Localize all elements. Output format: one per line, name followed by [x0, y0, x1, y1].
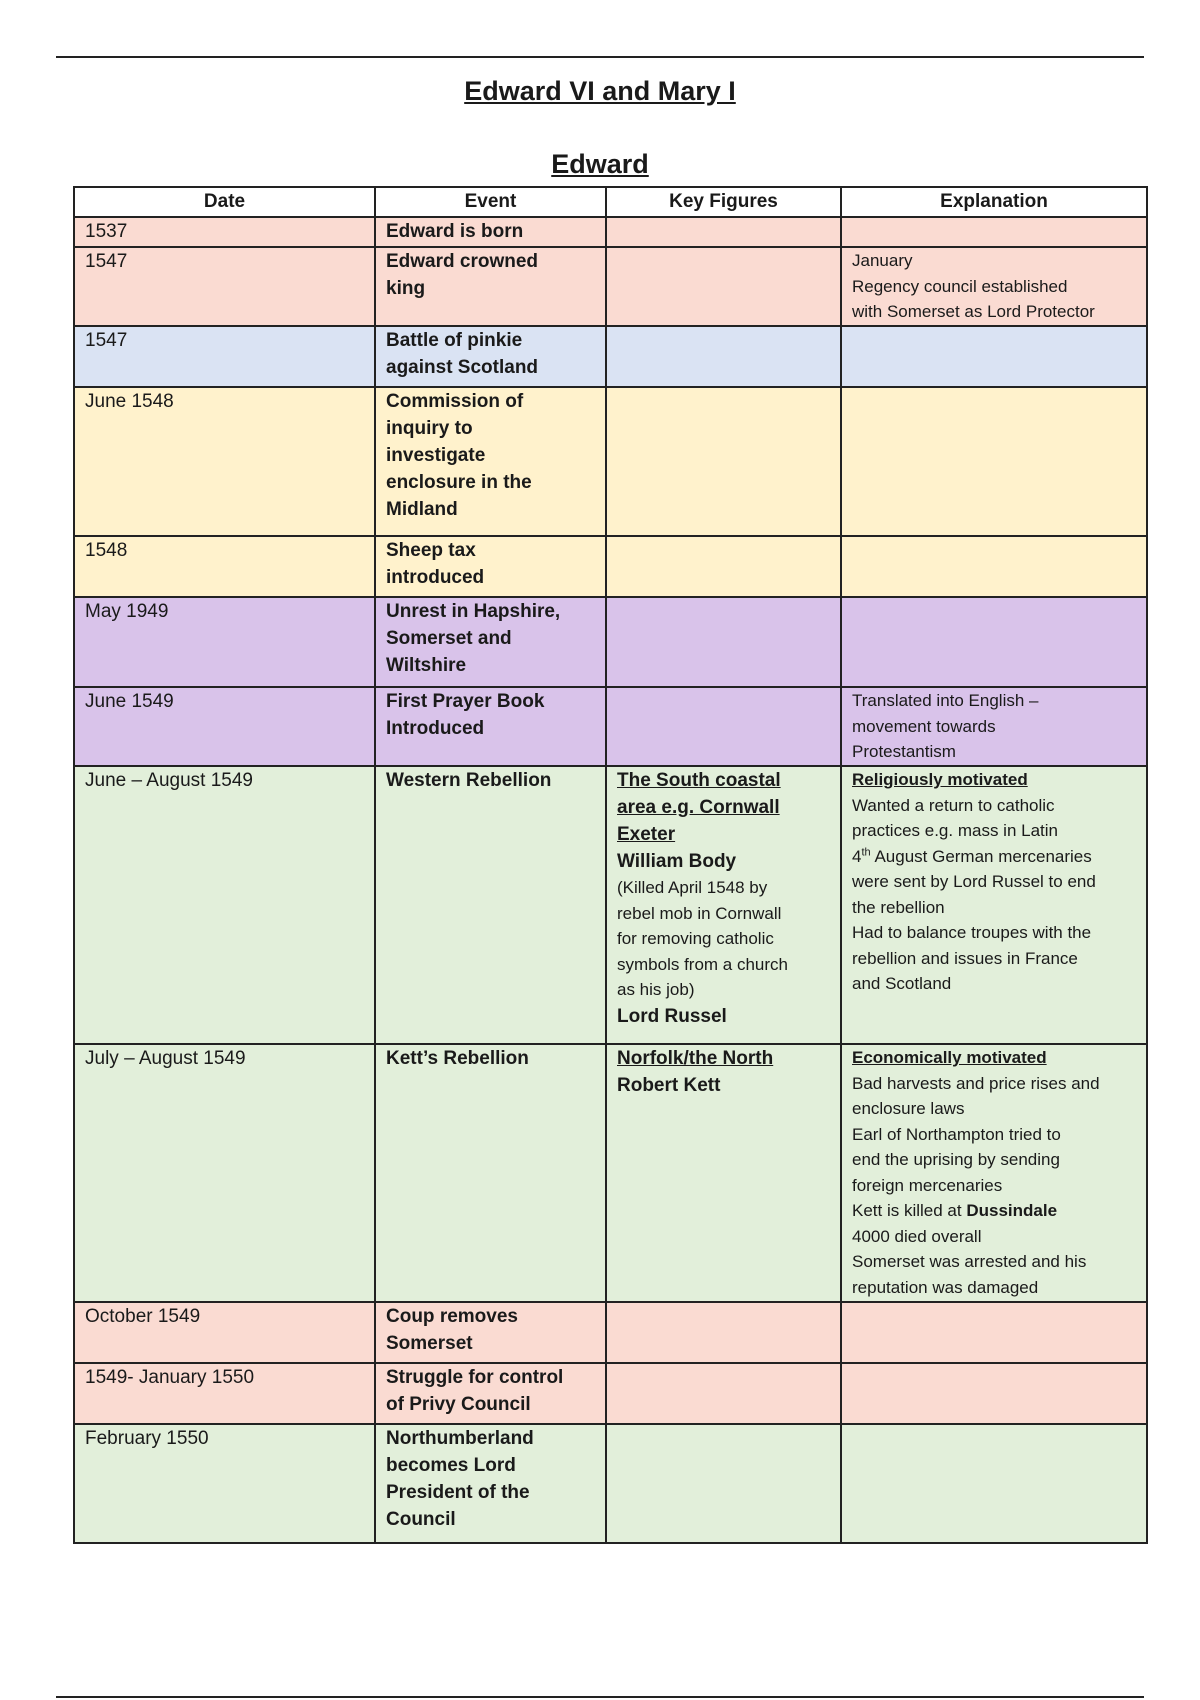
event-line: Edward is born: [386, 221, 524, 242]
event-line: Northumberland: [386, 1428, 534, 1449]
explanation-text: Kett is killed at: [852, 1201, 967, 1220]
key-figures-cell: [606, 217, 841, 247]
explanation-place: Dussindale: [966, 1201, 1058, 1220]
event-line: Struggle for control: [386, 1367, 564, 1388]
explanation-line: reputation was damaged: [852, 1277, 1039, 1297]
event-cell: [375, 1424, 606, 1543]
key-figure-name: William Body: [617, 851, 737, 872]
date-cell: June 1549: [74, 687, 375, 766]
explanation-line: [852, 844, 1136, 870]
explanation-line: with Somerset as Lord Protector: [852, 302, 1095, 321]
key-figures-cell: [606, 1302, 841, 1363]
key-figures-cell: [606, 247, 841, 326]
explanation-line: were sent by Lord Russel to end: [852, 872, 1096, 891]
table-row: [74, 247, 1147, 326]
event-line: Battle of pinkie: [386, 330, 523, 351]
key-figure-note: rebel mob in Cornwall: [617, 903, 782, 923]
key-figure-place: The South coastal: [617, 770, 781, 791]
key-figure-note: symbols from a church: [617, 954, 788, 974]
event-cell: [375, 326, 606, 387]
key-figures-cell: [606, 687, 841, 766]
event-cell: [375, 687, 606, 766]
explanation-text: August German mercenaries: [870, 846, 1092, 866]
header-event: Event: [375, 187, 606, 217]
date-cell: 1537: [74, 217, 375, 247]
table-row: [74, 217, 1147, 247]
key-figures-cell: [606, 387, 841, 536]
explanation-cell: [841, 1044, 1147, 1302]
event-line: introduced: [386, 567, 485, 588]
section-heading: Edward: [551, 149, 649, 179]
event-line: of Privy Council: [386, 1394, 531, 1415]
header-row: [74, 187, 1147, 217]
explanation-cell: [841, 1424, 1147, 1543]
key-figure-name: Lord Russel: [617, 1005, 727, 1027]
explanation-line: [852, 1198, 1136, 1224]
event-cell: [375, 1302, 606, 1363]
explanation-line: rebellion and issues in France: [852, 948, 1078, 968]
table-row: [74, 1302, 1147, 1363]
date-cell: 1548: [74, 536, 375, 597]
event-line: Sheep tax: [386, 540, 476, 561]
explanation-line: 4000 died overall: [852, 1226, 982, 1246]
key-figure-name: Robert Kett: [617, 1075, 721, 1096]
explanation-line: January: [852, 251, 913, 270]
event-line: Somerset and: [386, 628, 512, 649]
event-line: against Scotland: [386, 357, 539, 378]
date-cell: July – August 1549: [74, 1044, 375, 1302]
explanation-cell: [841, 247, 1147, 326]
key-figure-place: Exeter: [617, 824, 676, 845]
explanation-line: practices e.g. mass in Latin: [852, 821, 1058, 840]
key-figures-cell: [606, 1424, 841, 1543]
event-line: Midland: [386, 499, 458, 520]
event-line: Edward crowned: [386, 251, 539, 272]
event-line: Wiltshire: [386, 655, 467, 676]
date-cell: 1547: [74, 326, 375, 387]
explanation-cell: [841, 1302, 1147, 1363]
explanation-line: end the uprising by sending: [852, 1150, 1060, 1169]
event-cell: [375, 536, 606, 597]
explanation-line: Earl of Northampton tried to: [852, 1124, 1061, 1144]
key-figures-cell: [606, 766, 841, 1044]
explanation-line: Somerset was arrested and his: [852, 1252, 1087, 1271]
event-line: Somerset: [386, 1333, 473, 1354]
explanation-heading: Economically motivated: [852, 1048, 1047, 1067]
explanation-heading: Religiously motivated: [852, 770, 1028, 789]
key-figure-place: area e.g. Cornwall: [617, 797, 780, 818]
date-cell: June – August 1549: [74, 766, 375, 1044]
event-line: Coup removes: [386, 1306, 518, 1327]
explanation-line: Bad harvests and price rises and: [852, 1073, 1100, 1093]
table-row: [74, 766, 1147, 1044]
event-cell: [375, 387, 606, 536]
explanation-cell: [841, 687, 1147, 766]
key-figure-note: for removing catholic: [617, 929, 774, 948]
header-explanation: Explanation: [841, 187, 1147, 217]
table-row: [74, 597, 1147, 687]
top-rule: [56, 56, 1144, 58]
date-cell: October 1549: [74, 1302, 375, 1363]
table-row: [74, 536, 1147, 597]
date-cell: May 1949: [74, 597, 375, 687]
explanation-day: 4: [852, 846, 862, 866]
bottom-rule: [56, 1696, 1144, 1698]
event-line: Introduced: [386, 718, 485, 739]
key-figure-note: (Killed April 1548 by: [617, 878, 768, 897]
event-line: Unrest in Hapshire,: [386, 601, 561, 622]
explanation-cell: [841, 326, 1147, 387]
event-line: President of the: [386, 1482, 530, 1503]
table-row: [74, 387, 1147, 536]
key-figures-cell: [606, 536, 841, 597]
event-line: Kett’s Rebellion: [386, 1048, 529, 1069]
event-line: investigate: [386, 445, 486, 466]
explanation-line: Translated into English –: [852, 691, 1039, 710]
event-line: Western Rebellion: [386, 770, 552, 791]
event-line: inquiry to: [386, 418, 473, 439]
event-line: Council: [386, 1509, 456, 1530]
event-line: enclosure in the: [386, 472, 532, 493]
key-figure-note: as his job): [617, 980, 695, 999]
event-cell: [375, 247, 606, 326]
date-cell: 1547: [74, 247, 375, 326]
date-cell: February 1550: [74, 1424, 375, 1543]
table-row: [74, 687, 1147, 766]
key-figures-cell: [606, 326, 841, 387]
document-title: Edward VI and Mary I: [464, 76, 736, 106]
explanation-cell: [841, 217, 1147, 247]
explanation-cell: [841, 1363, 1147, 1424]
explanation-line: and Scotland: [852, 974, 952, 993]
explanation-line: enclosure laws: [852, 1099, 965, 1118]
event-cell: [375, 1044, 606, 1302]
event-line: First Prayer Book: [386, 691, 545, 712]
explanation-line: movement towards: [852, 716, 996, 736]
explanation-line: the rebellion: [852, 897, 945, 917]
table-row: [74, 1363, 1147, 1424]
event-cell: [375, 1363, 606, 1424]
table-row: [74, 1424, 1147, 1543]
explanation-line: Protestantism: [852, 742, 956, 761]
header-key-figures: Key Figures: [606, 187, 841, 217]
explanation-cell: [841, 766, 1147, 1044]
date-cell: 1549- January 1550: [74, 1363, 375, 1424]
date-cell: June 1548: [74, 387, 375, 536]
explanation-cell: [841, 536, 1147, 597]
header-date: Date: [74, 187, 375, 217]
key-figures-cell: [606, 597, 841, 687]
explanation-line: foreign mercenaries: [852, 1175, 1003, 1195]
explanation-line: Had to balance troupes with the: [852, 923, 1092, 942]
timeline-table: [73, 186, 1148, 1544]
explanation-cell: [841, 387, 1147, 536]
table-row: [74, 326, 1147, 387]
event-line: Commission of: [386, 391, 524, 412]
explanation-day-suffix: th: [861, 845, 871, 858]
event-cell: [375, 217, 606, 247]
key-figure-place: Norfolk/the North: [617, 1048, 774, 1069]
event-cell: [375, 597, 606, 687]
event-line: becomes Lord: [386, 1455, 516, 1476]
key-figures-cell: [606, 1044, 841, 1302]
explanation-line: Regency council established: [852, 276, 1068, 296]
key-figures-cell: [606, 1363, 841, 1424]
explanation-cell: [841, 597, 1147, 687]
explanation-line: Wanted a return to catholic: [852, 795, 1055, 815]
event-line: king: [386, 278, 426, 299]
event-cell: [375, 766, 606, 1044]
table-row: [74, 1044, 1147, 1302]
